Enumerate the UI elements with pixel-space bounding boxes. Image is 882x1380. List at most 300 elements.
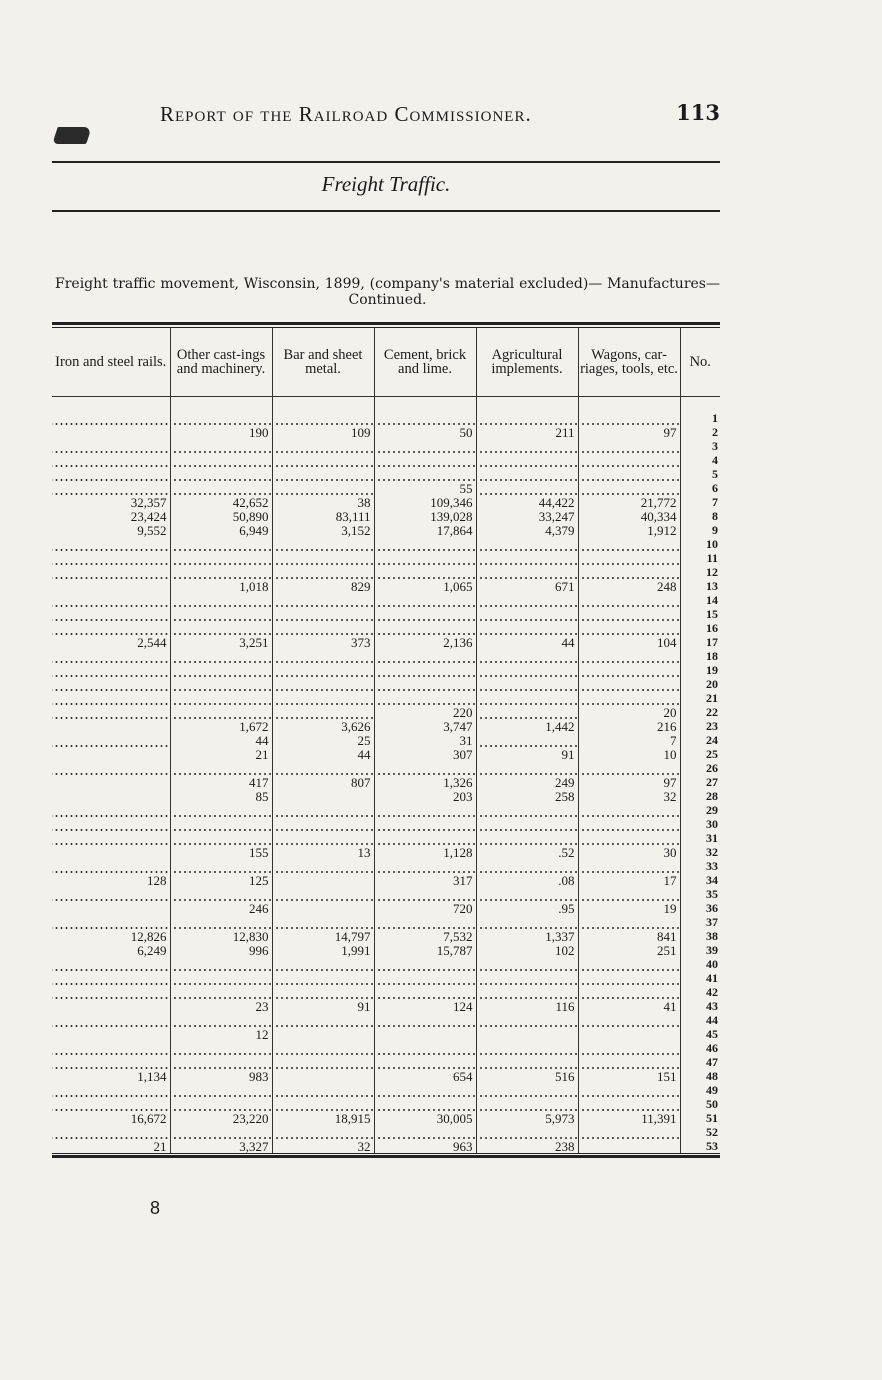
table-row <box>52 1083 720 1097</box>
table-cell: 125 <box>170 873 272 887</box>
table-cell: 963 <box>374 1139 476 1153</box>
table-row <box>52 873 720 887</box>
table-cell: 251 <box>578 943 680 957</box>
row-number-cell: 4 <box>680 453 720 467</box>
table-row <box>52 789 720 803</box>
table-row <box>52 1055 720 1069</box>
table-cell: 1,018 <box>170 579 272 593</box>
table-cell <box>52 999 170 1013</box>
table-cell: 238 <box>476 1139 578 1153</box>
row-number-cell: 12 <box>680 565 720 579</box>
table-cell <box>476 593 578 607</box>
header-rule <box>52 161 720 163</box>
table-cell <box>52 901 170 915</box>
freight-table <box>52 328 720 1153</box>
row-number-cell: 1 <box>680 411 720 425</box>
table-cell <box>578 607 680 621</box>
table-cell <box>272 957 374 971</box>
table-cell: 41 <box>578 999 680 1013</box>
table-cell <box>170 467 272 481</box>
table-cell: 21 <box>170 747 272 761</box>
table-cell <box>52 957 170 971</box>
table-cell <box>52 971 170 985</box>
table-row <box>52 495 720 509</box>
table-cell: 102 <box>476 943 578 957</box>
table-cell <box>272 1041 374 1055</box>
table-cell: 1,326 <box>374 775 476 789</box>
table-row <box>52 523 720 537</box>
table-cell <box>476 467 578 481</box>
row-number-cell: 47 <box>680 1055 720 1069</box>
table-cell: 14,797 <box>272 929 374 943</box>
table-body <box>52 397 720 1154</box>
row-number-cell: 15 <box>680 607 720 621</box>
table-cell: 6,949 <box>170 523 272 537</box>
table-cell <box>52 887 170 901</box>
table-cell: 190 <box>170 425 272 439</box>
table-cell <box>170 817 272 831</box>
table-cell <box>272 1069 374 1083</box>
table-cell <box>374 859 476 873</box>
table-cell <box>374 831 476 845</box>
row-number-cell: 8 <box>680 509 720 523</box>
table-cell <box>578 1125 680 1139</box>
table-cell <box>578 551 680 565</box>
table-cell <box>170 915 272 929</box>
table-cell: 15,787 <box>374 943 476 957</box>
table-cell <box>578 761 680 775</box>
table-row <box>52 957 720 971</box>
table-cell <box>578 1027 680 1041</box>
table-cell: 1,134 <box>137 1069 167 1083</box>
row-number-cell: 42 <box>680 985 720 999</box>
table-spacer-row <box>52 397 720 412</box>
table-cell <box>170 1125 272 1139</box>
table-cell <box>272 691 374 705</box>
table-cell <box>52 481 170 495</box>
row-number-cell: 10 <box>680 537 720 551</box>
table-cell: 16,672 <box>130 1111 167 1125</box>
table-cell <box>374 1055 476 1069</box>
table-row <box>52 425 720 439</box>
table-cell <box>578 677 680 691</box>
table-cell: 10 <box>578 747 680 761</box>
row-number-cell: 48 <box>680 1069 720 1083</box>
table-cell <box>374 971 476 985</box>
table-cell <box>476 537 578 551</box>
table-cell <box>52 593 170 607</box>
table-cell <box>272 971 374 985</box>
table-cell: 128 <box>147 873 167 887</box>
table-cell <box>52 425 170 439</box>
table-cell <box>272 537 374 551</box>
table-cell <box>170 593 272 607</box>
section-title: Freight Traffic. <box>321 172 451 196</box>
table-cell <box>476 817 578 831</box>
table-cell <box>52 649 170 663</box>
table-cell <box>272 803 374 817</box>
table-cell <box>272 887 374 901</box>
row-number-cell: 19 <box>680 663 720 677</box>
table-row <box>52 579 720 593</box>
table-cell <box>52 537 170 551</box>
table-cell: 109,346 <box>374 495 476 509</box>
table-cell: 31 <box>374 733 476 747</box>
table-cell: 417 <box>170 775 272 789</box>
table-row <box>52 551 720 565</box>
table-cell: 1,672 <box>170 719 272 733</box>
table-cell <box>578 621 680 635</box>
table-row <box>52 509 720 523</box>
column-header: Agricultural implements. <box>476 328 578 397</box>
table-cell <box>578 453 680 467</box>
table-cell <box>170 971 272 985</box>
table-cell <box>578 971 680 985</box>
row-number-cell: 45 <box>680 1027 720 1041</box>
table-row <box>52 929 720 943</box>
table-cell <box>52 789 170 803</box>
table-cell <box>476 1027 578 1041</box>
table-cell <box>170 985 272 999</box>
table-cell: 246 <box>170 901 272 915</box>
table-cell: 7,532 <box>374 929 476 943</box>
row-number-cell: 39 <box>680 943 720 957</box>
table-cell: 203 <box>374 789 476 803</box>
table-cell <box>52 551 170 565</box>
table-cell <box>374 1013 476 1027</box>
table-cell <box>476 439 578 453</box>
row-number-cell: 32 <box>680 845 720 859</box>
table-cell <box>52 1013 170 1027</box>
table-row <box>52 537 720 551</box>
table-cell <box>374 551 476 565</box>
table-cell <box>476 607 578 621</box>
running-title: Report of the Railroad Commissioner. <box>160 102 532 126</box>
table-cell <box>272 915 374 929</box>
table-cell <box>272 789 374 803</box>
table-cell: 25 <box>272 733 374 747</box>
table-cell <box>476 481 578 495</box>
table-row <box>52 985 720 999</box>
row-number-cell: 43 <box>680 999 720 1013</box>
column-header: Other cast-ings and machinery. <box>170 328 272 397</box>
row-number-cell: 38 <box>680 929 720 943</box>
row-number-cell: 23 <box>680 719 720 733</box>
table-cell: 2,136 <box>374 635 476 649</box>
table-cell: 1,128 <box>374 845 476 859</box>
table-row <box>52 817 720 831</box>
row-number-cell: 50 <box>680 1097 720 1111</box>
row-number-cell: 25 <box>680 747 720 761</box>
table-cell: 32 <box>578 789 680 803</box>
table-cell: 996 <box>170 943 272 957</box>
table-cell: 33,247 <box>476 509 578 523</box>
table-row <box>52 831 720 845</box>
table-cell <box>578 663 680 677</box>
row-number-cell: 40 <box>680 957 720 971</box>
table-cell <box>52 663 170 677</box>
table-row <box>52 621 720 635</box>
table-row <box>52 1139 720 1153</box>
table-cell <box>52 691 170 705</box>
table-cell <box>578 467 680 481</box>
table-cell: 258 <box>476 789 578 803</box>
row-number-cell: 16 <box>680 621 720 635</box>
table-cell <box>578 565 680 579</box>
table-cell: 4,379 <box>476 523 578 537</box>
table-cell <box>476 1055 578 1069</box>
table-cell: 91 <box>476 747 578 761</box>
table-row <box>52 775 720 789</box>
table-cell <box>170 607 272 621</box>
table-cell <box>170 439 272 453</box>
table-cell: 97 <box>578 425 680 439</box>
table-cell <box>272 859 374 873</box>
table-cell <box>52 579 170 593</box>
row-number-cell: 52 <box>680 1125 720 1139</box>
row-number-cell: 33 <box>680 859 720 873</box>
table-cell <box>578 691 680 705</box>
table-cell: 317 <box>374 873 476 887</box>
table-cell <box>52 985 170 999</box>
table-cell <box>374 957 476 971</box>
table-cell <box>52 1097 170 1111</box>
table-cell <box>374 439 476 453</box>
table-row <box>52 1013 720 1027</box>
table-cell: 155 <box>170 845 272 859</box>
row-number-cell: 5 <box>680 467 720 481</box>
column-header: Iron and steel rails. <box>52 328 170 397</box>
table-cell: 38 <box>272 495 374 509</box>
table-cell <box>476 733 578 747</box>
table-cell: 30 <box>578 845 680 859</box>
row-number-cell: 28 <box>680 789 720 803</box>
table-cell: 124 <box>374 999 476 1013</box>
table-cell <box>374 887 476 901</box>
row-number-cell: 21 <box>680 691 720 705</box>
table-cell: 42,652 <box>170 495 272 509</box>
table-cell <box>374 985 476 999</box>
table-cell <box>52 719 170 733</box>
table-cell <box>272 1055 374 1069</box>
table-cell <box>170 1055 272 1069</box>
table-cell <box>476 831 578 845</box>
table-cell: 983 <box>170 1069 272 1083</box>
table-cell <box>476 411 578 425</box>
table-cell: 44 <box>170 733 272 747</box>
table-cell <box>374 803 476 817</box>
table-cell <box>476 1013 578 1027</box>
table-cell <box>272 831 374 845</box>
row-number-cell: 31 <box>680 831 720 845</box>
table-cell: 829 <box>272 579 374 593</box>
table-row <box>52 887 720 901</box>
table-cell <box>476 803 578 817</box>
table-cell <box>476 1097 578 1111</box>
table-cell: 50,890 <box>170 509 272 523</box>
table-cell <box>272 565 374 579</box>
table-cell: 3,747 <box>374 719 476 733</box>
table-cell <box>52 733 170 747</box>
table-cell: 249 <box>476 775 578 789</box>
table-cell <box>272 901 374 915</box>
signature-mark: 8 <box>150 1198 161 1218</box>
table-cell <box>272 467 374 481</box>
table-row <box>52 565 720 579</box>
table-cell <box>52 761 170 775</box>
column-header: Cement, brick and lime. <box>374 328 476 397</box>
table-cell <box>578 649 680 663</box>
table-cell <box>52 607 170 621</box>
column-header: Bar and sheet metal. <box>272 328 374 397</box>
table-cell <box>578 537 680 551</box>
table-cell <box>476 565 578 579</box>
table-cell <box>476 649 578 663</box>
table-cell <box>272 607 374 621</box>
table-cell <box>170 677 272 691</box>
table-row <box>52 901 720 915</box>
table-cell <box>272 663 374 677</box>
table-cell <box>374 453 476 467</box>
table-caption: Freight traffic movement, Wisconsin, 1899, (company's material excluded)— Manufactures—Continued. <box>55 276 720 308</box>
table-row <box>52 1111 720 1125</box>
table-row <box>52 733 720 747</box>
table-cell <box>476 957 578 971</box>
table-cell <box>578 1055 680 1069</box>
table-cell: .08 <box>476 873 578 887</box>
table-cell <box>374 621 476 635</box>
table-cell <box>374 677 476 691</box>
table-cell: 116 <box>476 999 578 1013</box>
table-row <box>52 747 720 761</box>
table-cell <box>578 957 680 971</box>
row-number-cell: 6 <box>680 481 720 495</box>
table-cell <box>272 649 374 663</box>
table-cell <box>272 481 374 495</box>
table-cell <box>272 593 374 607</box>
table-cell <box>476 1041 578 1055</box>
table-cell: 17 <box>578 873 680 887</box>
table-cell: 12,826 <box>130 929 167 943</box>
table-cell: 671 <box>476 579 578 593</box>
table-cell <box>374 1125 476 1139</box>
row-number-cell: 13 <box>680 579 720 593</box>
table-cell <box>272 761 374 775</box>
table-row <box>52 705 720 719</box>
table-cell <box>52 1027 170 1041</box>
table-cell <box>52 915 170 929</box>
table-cell: 220 <box>374 705 476 719</box>
row-number-cell: 41 <box>680 971 720 985</box>
page-header <box>52 98 720 132</box>
table-row <box>52 943 720 957</box>
table-cell <box>52 1125 170 1139</box>
row-number-cell: 36 <box>680 901 720 915</box>
table-cell <box>272 411 374 425</box>
row-number-cell: 24 <box>680 733 720 747</box>
table-row <box>52 481 720 495</box>
table-cell: .52 <box>476 845 578 859</box>
table-row <box>52 607 720 621</box>
table-cell <box>272 985 374 999</box>
table-cell: 44 <box>476 635 578 649</box>
table-cell <box>476 971 578 985</box>
row-number-cell: 37 <box>680 915 720 929</box>
table-cell: 1,991 <box>272 943 374 957</box>
table-cell <box>52 831 170 845</box>
column-header: No. <box>680 328 720 397</box>
table-cell: 307 <box>374 747 476 761</box>
table-cell: 12,830 <box>170 929 272 943</box>
table-cell <box>374 649 476 663</box>
table-cell <box>170 565 272 579</box>
table-cell: 21 <box>153 1139 167 1153</box>
table-cell <box>52 817 170 831</box>
row-number-cell: 49 <box>680 1083 720 1097</box>
table-cell <box>272 551 374 565</box>
table-cell <box>578 859 680 873</box>
table-cell <box>170 453 272 467</box>
table-cell: 248 <box>578 579 680 593</box>
table-cell: 654 <box>374 1069 476 1083</box>
table-cell <box>52 453 170 467</box>
column-header: Wagons, car-riages, tools, etc. <box>578 328 680 397</box>
table-row <box>52 677 720 691</box>
table-cell <box>476 1083 578 1097</box>
table-cell: 2,544 <box>137 635 167 649</box>
table-cell: 9,552 <box>137 523 167 537</box>
table-cell <box>272 439 374 453</box>
table-cell <box>170 621 272 635</box>
table-row <box>52 1125 720 1139</box>
row-number-cell: 18 <box>680 649 720 663</box>
table-cell <box>52 705 170 719</box>
table-cell: 807 <box>272 775 374 789</box>
table-cell <box>578 1083 680 1097</box>
table-cell: 20 <box>578 705 680 719</box>
table-cell: 211 <box>476 425 578 439</box>
table-cell: 32,357 <box>130 495 167 509</box>
table-cell <box>52 1083 170 1097</box>
table-cell <box>170 649 272 663</box>
table-cell: 85 <box>170 789 272 803</box>
table-cell: 55 <box>374 481 476 495</box>
table-cell: 7 <box>578 733 680 747</box>
table-cell: 1,912 <box>578 523 680 537</box>
table-row <box>52 761 720 775</box>
table-cell <box>374 1041 476 1055</box>
table-cell <box>52 411 170 425</box>
table-cell <box>170 481 272 495</box>
table-cell <box>52 845 170 859</box>
row-number-cell: 51 <box>680 1111 720 1125</box>
table-cell: 841 <box>578 929 680 943</box>
table-row <box>52 635 720 649</box>
table-row <box>52 411 720 425</box>
table-cell <box>52 621 170 635</box>
table-cell <box>52 565 170 579</box>
table-cell <box>170 887 272 901</box>
row-number-cell: 17 <box>680 635 720 649</box>
table-cell <box>170 537 272 551</box>
table-cell <box>170 859 272 873</box>
table-cell: 44,422 <box>476 495 578 509</box>
table-row <box>52 691 720 705</box>
page-number: 113 <box>676 100 720 125</box>
table-bottom-rule <box>52 1153 720 1158</box>
table-cell <box>272 621 374 635</box>
table-cell <box>578 817 680 831</box>
